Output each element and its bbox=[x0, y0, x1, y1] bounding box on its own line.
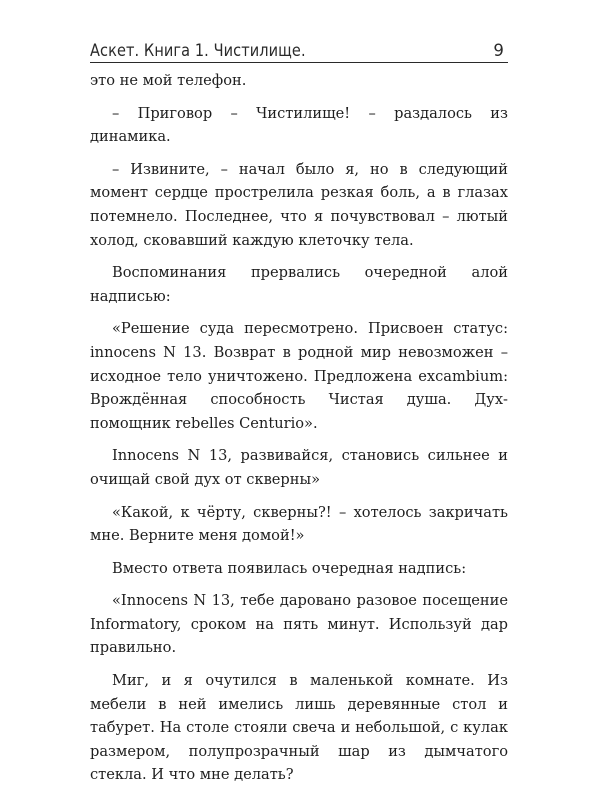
paragraph-8: Вместо ответа появилась очередная надпись: bbox=[112, 559, 467, 577]
paragraph-9: «Innocens N 13, тебе даровано разовое посещение Informatory, сроком на пять минут. Используй дар правильно. bbox=[90, 592, 508, 657]
paragraph-4: Воспоминания прервались очередной алой надписью: bbox=[90, 264, 508, 305]
header-rule bbox=[90, 62, 508, 63]
paragraph-3: – Извините, – начал было я, но в следующий момент сердце прострелила резкая боль, а в глазах потемнело. Последнее, что я почувствовал – лютый холод, сковавший каждую клеточку тела. bbox=[90, 160, 508, 249]
running-header bbox=[90, 28, 508, 60]
paragraph-7: «Какой, к чёрту, скверны?! – хотелось закричать мне. Верните меня домой!» bbox=[90, 503, 508, 545]
paragraph-6: Innocens N 13, развивайся, становись сильнее и очищай свой дух от скверны» bbox=[90, 447, 508, 488]
paragraph-1: это не мой телефон. bbox=[90, 72, 247, 89]
page-number: 9 bbox=[493, 41, 504, 60]
paragraph-10: Миг, и я очутился в маленькой комнате. Из мебели в ней имелись лишь деревянные стол и табурет. На столе стояли свеча и небольшой, с кулак размером, полупрозрачный шар из дымчатого стекла. И что мне делать? bbox=[90, 672, 508, 784]
paragraph-5: «Решение суда пересмотрено. Присвоен статус: innocens N 13. Возврат в родной мир невозможен – исходное тело уничтожено. Предложена excambium: Врождённая способность Чистая душа. Дух-помощник rebelles Centurio». bbox=[90, 320, 508, 432]
book-title: Аскет. Книга 1. Чистилище. bbox=[90, 41, 306, 60]
paragraph-2: – Приговор – Чистилище! – раздалось из динамика. bbox=[90, 104, 508, 146]
body-text bbox=[90, 69, 508, 796]
